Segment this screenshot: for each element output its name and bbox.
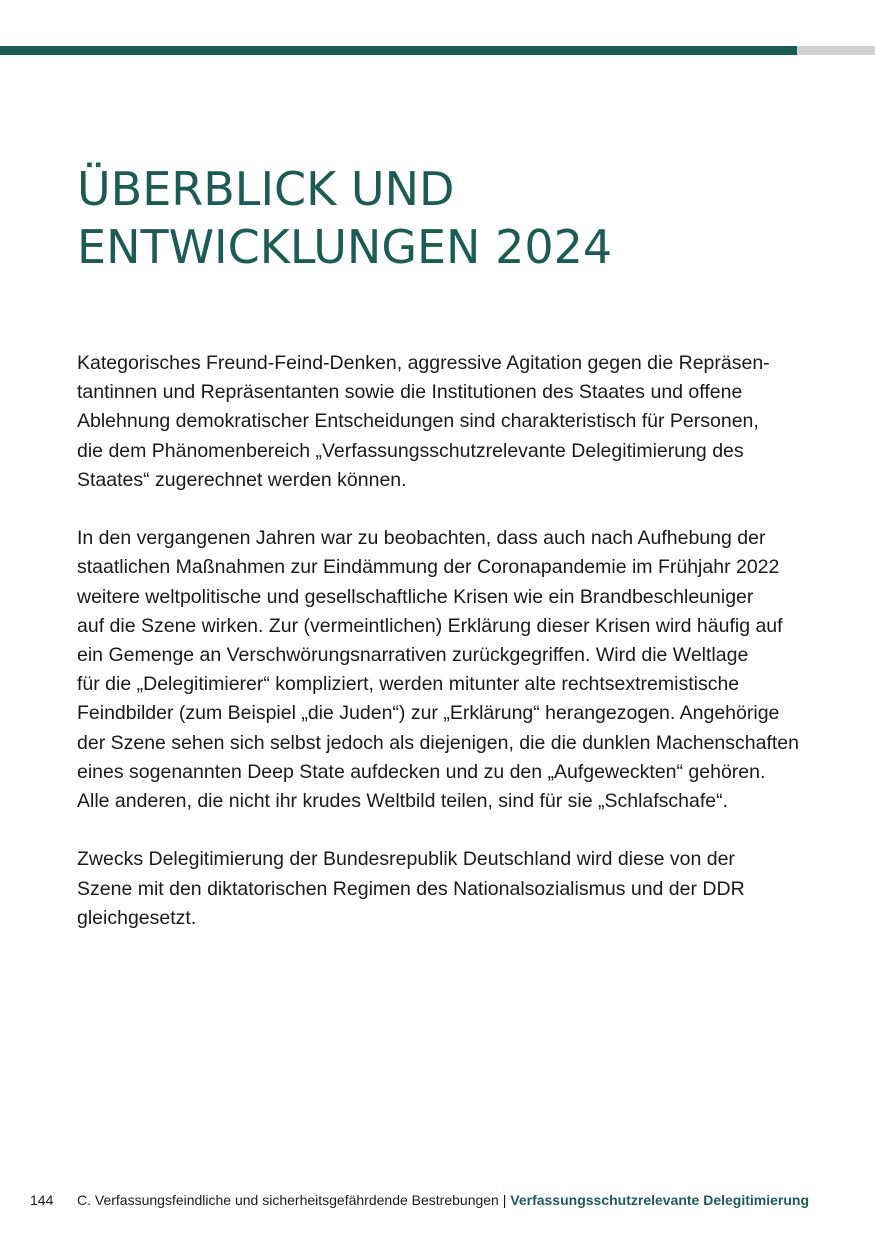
text-line: der Szene sehen sich selbst jedoch als diejenigen, die die dunklen Machenschaften [77, 731, 799, 754]
page-title [77, 160, 612, 276]
text-line: Alle anderen, die nicht ihr krudes Weltbild teilen, sind für sie „Schlafschafe“. [77, 790, 729, 813]
text-line: die dem Phänomenbereich „Verfassungsschutzrelevante Delegitimierung des [77, 439, 744, 462]
text-line: staatlichen Maßnahmen zur Eindämmung der Coronapandemie im Frühjahr 2022 [77, 556, 780, 579]
text-line: Staates“ zugerechnet werden können. [77, 468, 407, 491]
text-line: Zwecks Delegitimierung der Bundesrepublik Deutschland wird diese von der [77, 848, 735, 871]
paragraph-2 [77, 524, 817, 816]
body-text [77, 349, 817, 962]
page-number: 144 [30, 1192, 54, 1208]
text-line: Kategorisches Freund-Feind-Denken, aggressive Agitation gegen die Repräsen- [77, 352, 770, 374]
text-line: für die „Delegitimierer“ kompliziert, werden mitunter alte rechtsextremistische [77, 673, 740, 696]
footer-separator: | [502, 1192, 507, 1208]
footer-running-title [77, 1190, 809, 1210]
paragraph-3 [77, 845, 817, 933]
text-line: ein Gemenge an Verschwörungsnarrativen zurückgegriffen. Wird die Weltlage [77, 644, 749, 667]
text-line: Feindbilder (zum Beispiel „die Juden“) zur „Erklärung“ herangezogen. Angehörige [77, 702, 780, 725]
text-line: gleichgesetzt. [77, 906, 197, 929]
top-accent-bar [0, 46, 797, 55]
footer-section: C. Verfassungsfeindliche und sicherheitsgefährdende Bestrebungen [77, 1192, 499, 1208]
text-line: tantinnen und Repräsentanten sowie die Institutionen des Staates und offene [77, 381, 743, 404]
top-accent-bar-end [797, 46, 875, 55]
text-line: eines sogenannten Deep State aufdecken und zu den „Aufgeweckten“ gehören. [77, 760, 766, 783]
text-line: Szene mit den diktatorischen Regimen des Nationalsozialismus und der DDR [77, 877, 745, 900]
page-title-line-2: ENTWICKLUNGEN 2024 [77, 220, 613, 274]
text-line: auf die Szene wirken. Zur (vermeintlichen) Erklärung dieser Krisen wird häufig auf [77, 614, 783, 637]
text-line: weitere weltpolitische und gesellschaftliche Krisen wie ein Brandbeschleuniger [77, 585, 754, 608]
paragraph-1 [77, 349, 817, 495]
footer-chapter: Verfassungsschutzrelevante Delegitimierung [510, 1192, 810, 1208]
text-line: Ablehnung demokratischer Entscheidungen sind charakteristisch für Personen, [77, 410, 759, 433]
page-title-line-1: ÜBERBLICK UND [77, 162, 455, 216]
page-footer [0, 1190, 875, 1210]
text-line: In den vergangenen Jahren war zu beobachten, dass auch nach Aufhebung der [77, 527, 766, 550]
